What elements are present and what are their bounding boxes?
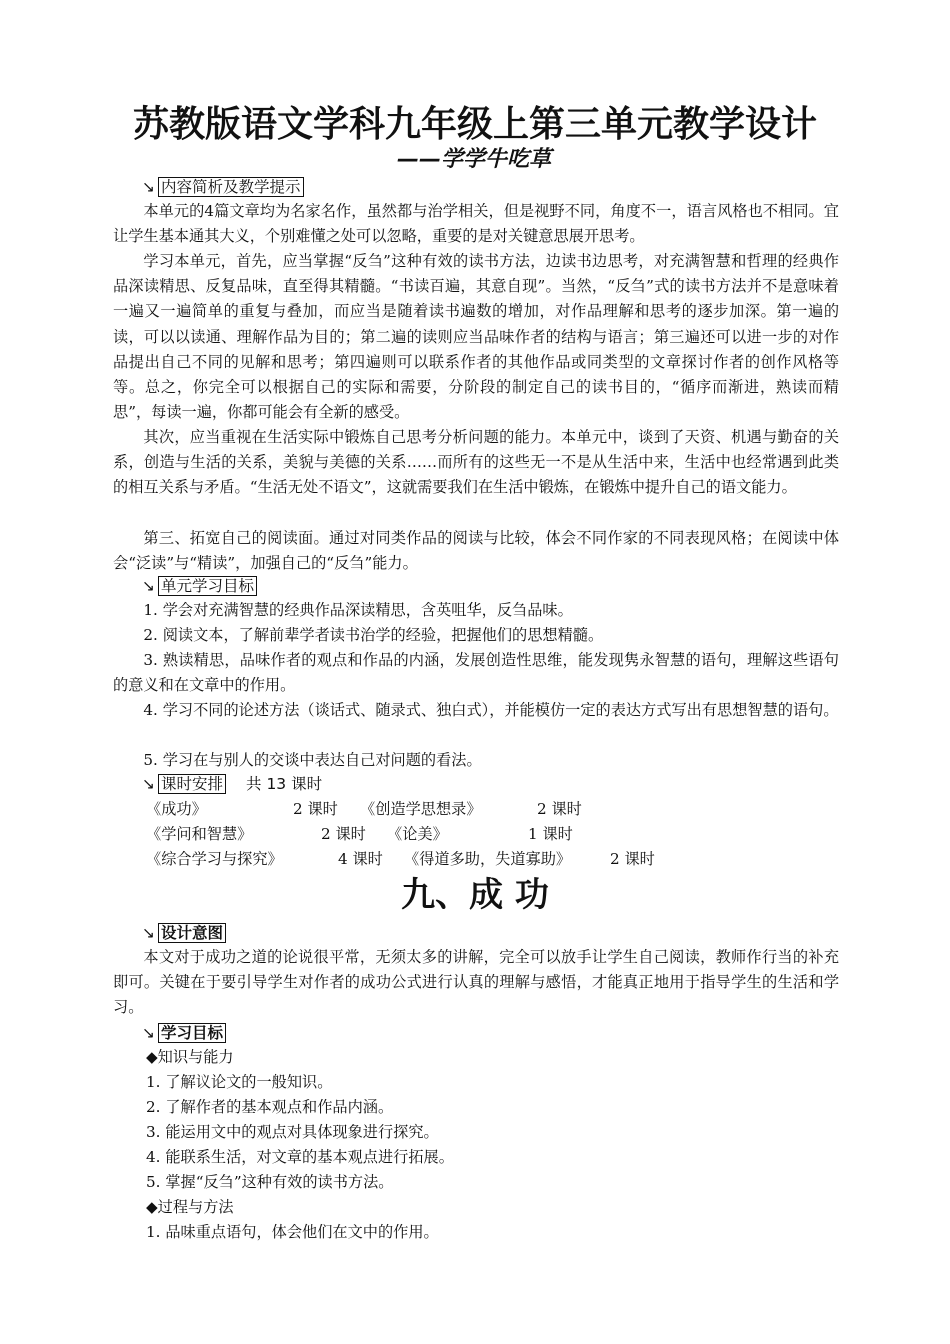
document-subtitle: ——学学牛吃草: [397, 147, 552, 172]
paragraph: 本单元的4篇文章均为名家名作，虽然都与治学相关，但是视野不同，角度不一，语言风格也不相同。宜让学生基本通其大义，个别难懂之处可以忽略，重要的是对关键意思展开思考。: [113, 202, 839, 246]
section-heading-label: 学习目标: [158, 1023, 226, 1043]
goal-item: 2. 阅读文本，了解前辈学者读书治学的经验，把握他们的思想精髓。: [143, 626, 604, 644]
schedule-title: 《综合学习与探究》: [146, 850, 283, 868]
schedule-title: 《成功》: [146, 800, 207, 818]
paragraph: 第三、拓宽自己的阅读面。通过对同类作品的阅读与比较，体会不同作家的不同表现风格；在阅读中体会“泛读”与“精读”，加强自己的“反刍”能力。: [113, 529, 839, 573]
schedule-title: 《得道多助，失道寡助》: [404, 850, 572, 868]
goal-item: 5. 学习在与别人的交谈中表达自己对问题的看法。: [143, 751, 482, 769]
paragraph: 本文对于成功之道的论说很平常，无须太多的讲解，完全可以放手让学生自己阅读，教师作行当的补充即可。关键在于要引导学生对作者的成功公式进行认真的理解与感悟，才能真正地用于指导学生的生活和学习。: [113, 948, 839, 1017]
document-title: 苏教版语文学科九年级上第三单元教学设计: [132, 104, 817, 145]
section-heading-label: 内容简析及教学提示: [158, 177, 304, 197]
lesson-title: 九、成 功: [401, 875, 549, 915]
objective-item: 1. 了解议论文的一般知识。: [146, 1073, 333, 1091]
section-heading-label: 设计意图: [158, 923, 226, 943]
objective-item: 4. 能联系生活，对文章的基本观点进行拓展。: [146, 1148, 454, 1166]
objective-item: 5. 掌握“反刍”这种有效的读书方法。: [146, 1173, 394, 1191]
section-heading-goals: [142, 575, 257, 597]
schedule-hours: 2 课时: [293, 800, 338, 818]
schedule-title: 《创造学思想录》: [360, 800, 482, 818]
schedule-hours: 4 课时: [338, 850, 383, 868]
schedule-hours: 2 课时: [537, 800, 582, 818]
objective-item: 2. 了解作者的基本观点和作品内涵。: [146, 1098, 394, 1116]
schedule-hours: 2 课时: [610, 850, 655, 868]
objective-group-heading: ◆过程与方法: [146, 1198, 234, 1216]
section-heading-intent: [142, 922, 226, 944]
section-heading-label: 单元学习目标: [158, 576, 257, 596]
schedule-title: 《论美》: [387, 825, 448, 843]
paragraph: 学习本单元，首先，应当掌握“反刍”这种有效的读书方法，边读书边思考，对充满智慧和哲理的经典作品深读精思、反复品味，直至得其精髓。“书读百遍，其意自现”。当然，“反刍”式的读书方法并不是意味着一遍又一遍简单的重复与叠加，而应当是随着读书遍数的增加，对作品理解和思考的逐步加深。第一遍的读，可以以读通、理解作品为目的；第二遍的读则应当品味作者的结构与语言；第三遍还可以进一步的对作品提出自己不同的见解和思考；第四遍则可以联系作者的其他作品或同类型的文章探讨作者的创作风格等等。总之，你完全可以根据自己的实际和需要，分阶段的制定自己的读书目的，“循序而渐进，熟读而精思”，每读一遍，你都可能会有全新的感受。: [113, 252, 839, 422]
arrow-icon: ↘: [142, 178, 155, 196]
section-heading-analysis: [142, 176, 304, 198]
arrow-icon: ↘: [142, 577, 155, 595]
objective-item: 1. 品味重点语句，体会他们在文中的作用。: [146, 1223, 439, 1241]
paragraph: 其次，应当重视在生活实际中锻炼自己思考分析问题的能力。本单元中，谈到了天资、机遇与勤奋的关系，创造与生活的关系，美貌与美德的关系……而所有的这些无一不是从生活中来，生活中也经常遇到此类的相互关系与矛盾。“生活无处不语文”，这就需要我们在生活中锻炼，在锻炼中提升自己的语文能力。: [113, 428, 839, 497]
goal-item: 1. 学会对充满智慧的经典作品深读精思，含英咀华，反刍品味。: [143, 601, 573, 619]
objective-group-heading: ◆知识与能力: [146, 1048, 234, 1066]
goal-item: 4. 学习不同的论述方法（谈话式、随录式、独白式），并能模仿一定的表达方式写出有思想智慧的语句。: [143, 701, 839, 719]
section-heading-objectives: [142, 1022, 226, 1044]
schedule-title: 《学问和智慧》: [146, 825, 253, 843]
section-heading-schedule: [142, 773, 322, 795]
schedule-hours: 2 课时: [321, 825, 366, 843]
arrow-icon: ↘: [142, 775, 155, 793]
arrow-icon: ↘: [142, 924, 155, 942]
section-heading-label: 课时安排: [158, 774, 226, 794]
schedule-hours: 1 课时: [528, 825, 573, 843]
arrow-icon: ↘: [142, 1024, 155, 1042]
goal-item: 3. 熟读精思，品味作者的观点和作品的内涵，发展创造性思维，能发现隽永智慧的语句，理解这些语句的意义和在文章中的作用。: [113, 651, 839, 695]
objective-item: 3. 能运用文中的观点对具体现象进行探究。: [146, 1123, 439, 1141]
total-hours: 共 13 课时: [246, 775, 323, 793]
